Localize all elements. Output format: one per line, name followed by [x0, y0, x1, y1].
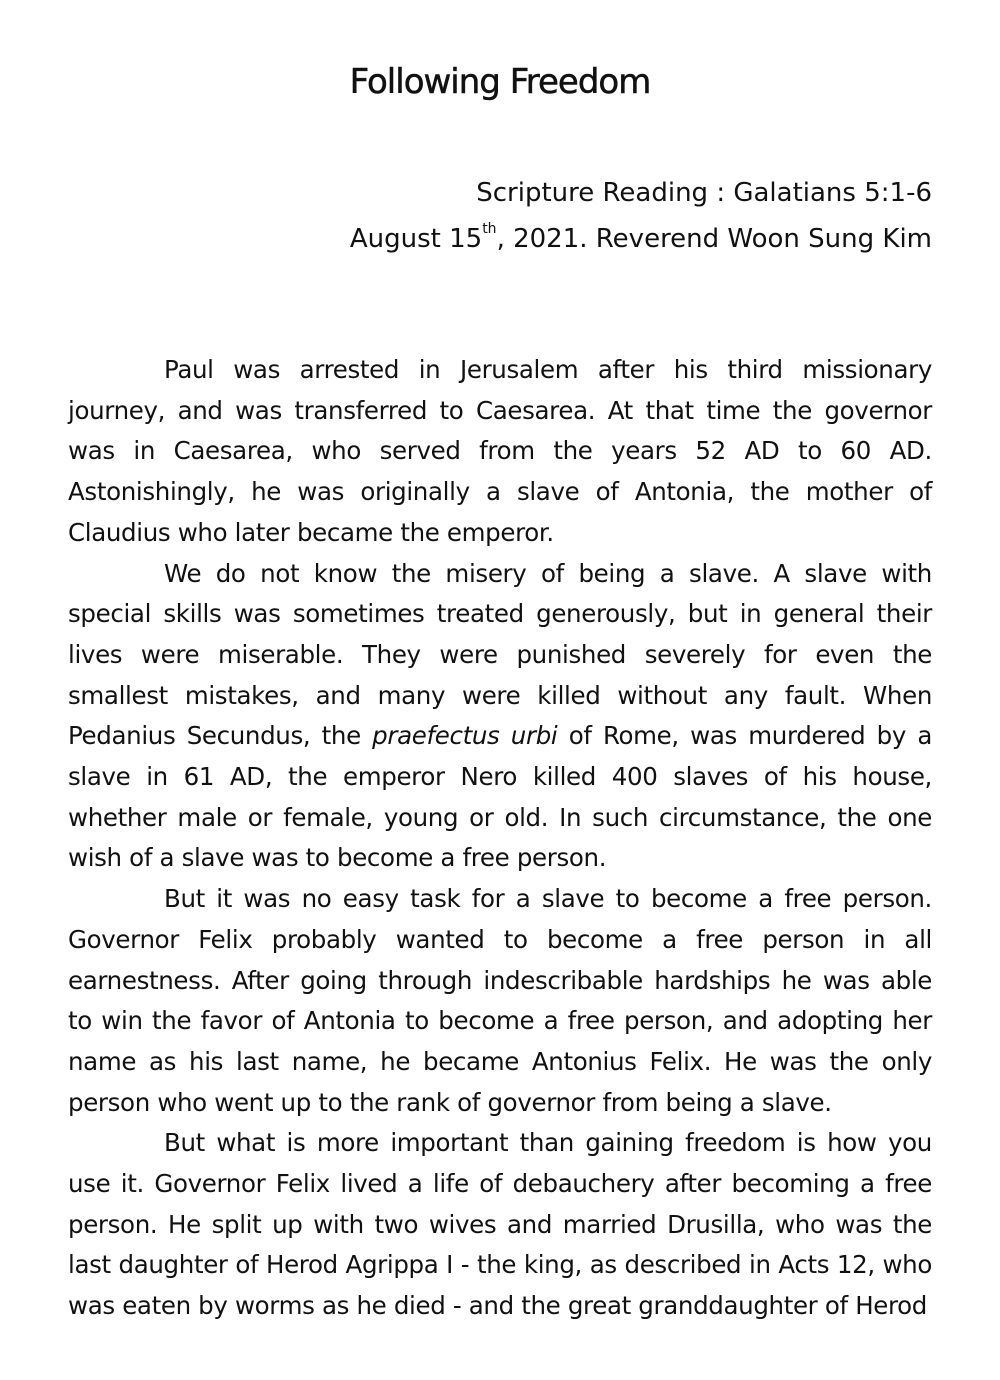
paragraph-4: But what is more important than gaining freedom is how you use it. Governor Felix lived a life of debauchery after becoming a free person. He split up with two wives and married Drusilla, who was the last daughter of Herod Agrippa I - the king, as described in Acts 12, who was eaten by worms as he died - and the great granddaughter of Herod — [68, 1128, 932, 1321]
page-title: Following Freedom — [349, 62, 651, 102]
paragraph-2 — [68, 554, 932, 880]
date-and-author — [350, 216, 932, 262]
paragraph-1: Paul was arrested in Jerusalem after his third missionary journey, and was transferred to Caesarea. At that time the governor was in Caesarea, who served from the years 52 AD to 60 AD. Astonishingly, he was originally a slave of Antonia, the mother of Claudius who later became the emperor. — [68, 355, 932, 547]
date-prefix: August 15 — [349, 224, 483, 254]
date-suffix: , 2021. Reverend Woon Sung Kim — [496, 224, 932, 254]
paragraph-2-text-before: We do not know the misery of being a slave. A slave with special skills was sometimes treated generously, but in general their lives were miserable. They were punished severely for even the smallest mistakes, and many were killed without any fault. When Pedanius Secundus, the — [68, 558, 932, 751]
paragraph-2-italic-term: praefectus urbi — [372, 721, 558, 751]
scripture-reading: Scripture Reading : Galatians 5:1-6 — [476, 178, 932, 208]
paragraph-3: But it was no easy task for a slave to become a free person. Governor Felix probably wanted to become a free person in all earnestness. After going through indescribable hardships he was able to win the favor of Antonia to become a free person, and adopting her name as his last name, he became Antonius Felix. He was the only person who went up to the rank of governor from being a slave. — [68, 884, 932, 1117]
sermon-body — [68, 350, 932, 1327]
date-superscript: th — [482, 221, 497, 237]
paragraph-2-text-after: of Rome, was murdered by a slave in 61 AD, the emperor Nero killed 400 slaves of his house, whether male or female, young or old. In such circumstance, the one wish of a slave was to become a free person. — [68, 721, 932, 873]
